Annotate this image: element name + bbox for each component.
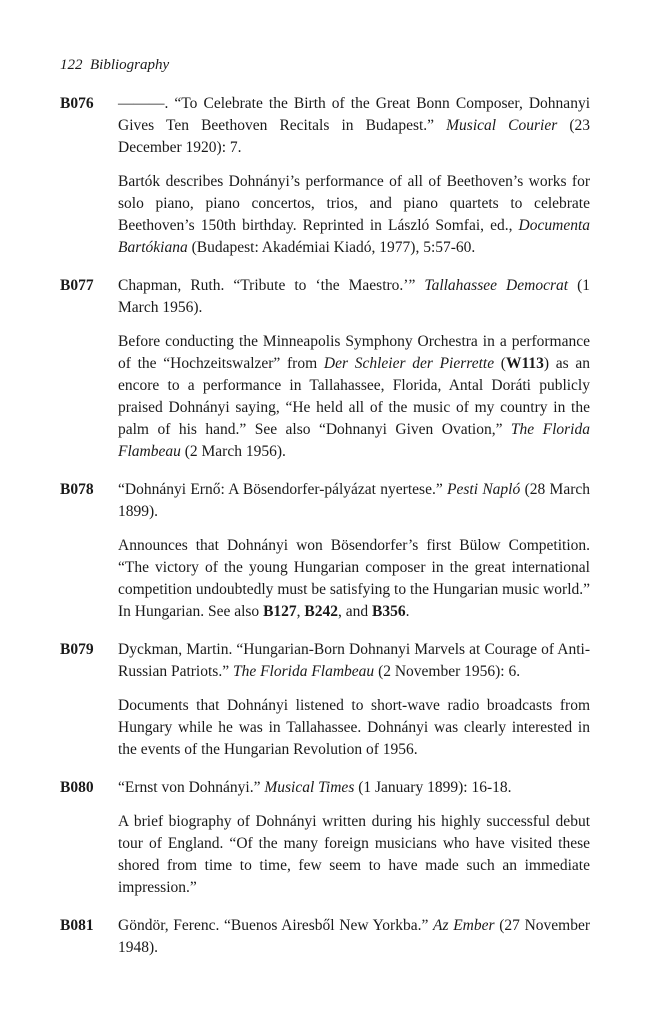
entry-id: B079 (60, 641, 94, 658)
entry-id: B080 (60, 779, 94, 796)
entry-body (118, 777, 590, 899)
bibliography-entry (60, 275, 590, 463)
text-run: Bartók describes Dohnányi’s performance of all of Beethoven’s works for solo piano, piano concertos, trios, and piano quartets to celebrate Beethoven’s 150th birthday. Reprinted in László Somfai, ed., (118, 173, 590, 234)
italic-title: Musical Courier (446, 117, 558, 134)
section-title: Bibliography (90, 57, 170, 73)
cross-reference: B242 (304, 603, 338, 620)
text-run: Göndör, Ferenc. “Buenos Airesből New Yorkba.” (118, 917, 434, 934)
italic-title: The Florida Flambeau (118, 421, 590, 460)
entry-id: B077 (60, 277, 94, 294)
entry-citation (118, 93, 590, 159)
entry-citation (118, 479, 590, 523)
entry-citation (118, 915, 590, 959)
entry-citation (118, 777, 590, 799)
entry-id: B078 (60, 481, 94, 498)
text-run: ( (494, 355, 506, 372)
italic-title: Az Ember (433, 917, 495, 934)
text-run: , and (338, 603, 373, 620)
bibliography-entries (60, 93, 590, 975)
entry-body (118, 915, 590, 959)
text-run: “Dohnányi Ernő: A Bösendorfer-pályázat nyertese.” (118, 481, 448, 498)
cross-reference: W113 (505, 355, 544, 372)
entry-id: B076 (60, 95, 94, 112)
cross-reference: B356 (372, 603, 406, 620)
entry-citation (118, 275, 590, 319)
entry-citation (118, 639, 590, 683)
bibliography-entry (60, 93, 590, 259)
text-run: Chapman, Ruth. “Tribute to ‘the Maestro.’” (118, 277, 425, 294)
text-run: (2 March 1956). (180, 443, 286, 460)
page-number: 122 (60, 57, 83, 73)
entry-body (118, 93, 590, 259)
running-head (60, 56, 169, 74)
entry-body (118, 639, 590, 761)
text-run: “Ernst von Dohnányi.” (118, 779, 265, 796)
text-run: . (405, 603, 410, 620)
text-run: A brief biography of Dohnányi written during his highly successful debut tour of England. “Of the many foreign musicians who have visited these shored from time to time, few seem to have made such an immediate impression.” (118, 813, 590, 896)
entry-annotation (118, 171, 590, 259)
text-run: Documents that Dohnányi listened to short-wave radio broadcasts from Hungary while he was in Tallahassee. Dohnányi was clearly interested in the events of the Hungarian Revolution of 1956. (118, 697, 590, 758)
italic-title: Der Schleier der Pierrette (323, 355, 495, 372)
bibliography-entry (60, 479, 590, 623)
entry-annotation (118, 695, 590, 761)
text-run: (27 November 1948). (118, 917, 590, 956)
text-run: (28 March 1899). (118, 481, 591, 520)
italic-title: The Florida Flambeau (232, 663, 375, 680)
bibliography-entry (60, 777, 590, 899)
cross-reference: B127 (263, 603, 297, 620)
text-run: ) as an encore to a performance in Tallahassee, Florida, Antal Doráti publicly praised Dohnányi saying, “He held all of the music of my country in the palm of his hand.” See also “Dohnanyi Given Ovation,” (118, 355, 590, 438)
entry-body (118, 275, 590, 463)
text-run: , (296, 603, 305, 620)
italic-title: Tallahassee Democrat (424, 277, 569, 294)
entry-annotation (118, 811, 590, 899)
text-run: (2 November 1956): 6. (374, 663, 521, 680)
text-run: Before conducting the Minneapolis Symphony Orchestra in a performance of the “Hochzeitswalzer” from (118, 333, 590, 372)
italic-title: Documenta Bartókiana (118, 217, 590, 256)
entry-annotation (118, 535, 590, 623)
text-run: ———. “To Celebrate the Birth of the Great Bonn Composer, Dohnanyi Gives Ten Beethoven Recitals in Budapest.” (118, 95, 590, 134)
italic-title: Musical Times (264, 779, 355, 796)
entry-id: B081 (60, 917, 94, 934)
text-run: (1 January 1899): 16-18. (354, 779, 512, 796)
text-run: (23 December 1920): 7. (118, 117, 590, 156)
italic-title: Pesti Napló (447, 481, 521, 498)
bibliography-entry (60, 639, 590, 761)
entry-annotation (118, 331, 590, 463)
bibliography-entry (60, 915, 590, 959)
text-run: (Budapest: Akadémiai Kiadó, 1977), 5:57-60. (187, 239, 476, 256)
entry-body (118, 479, 590, 623)
text-run: Announces that Dohnányi won Bösendorfer’s first Bülow Competition. “The victory of the young Hungarian composer in the great international competition undoubtedly must be satisfying to the Hungarian music world.” In Hungarian. See also (118, 537, 590, 620)
text-run: Dyckman, Martin. “Hungarian-Born Dohnanyi Marvels at Courage of Anti-Russian Patriots.” (118, 641, 590, 680)
text-run: (1 March 1956). (118, 277, 590, 316)
